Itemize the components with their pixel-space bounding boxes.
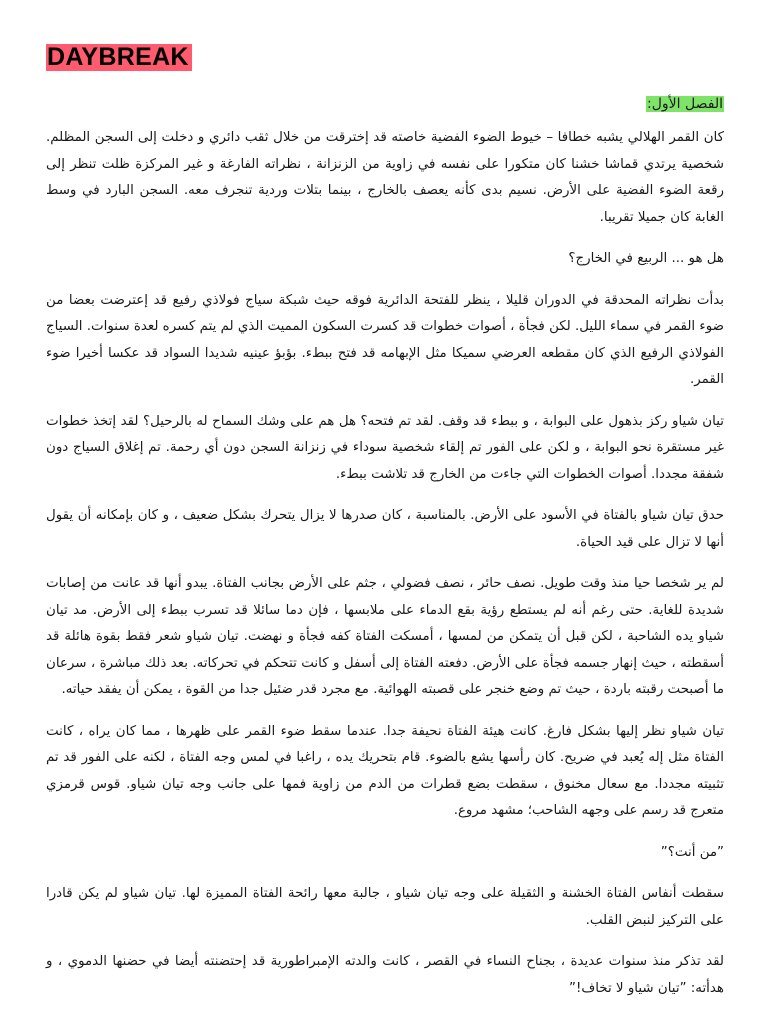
- paragraph-6: لم ير شخصا حيا منذ وقت طويل. نصف حائر ، نصف فضولي ، جثم على الأرض بجانب الفتاة. يبدو أنها قد عانت من إصابات شديدة للغاية. حتى رغم أنه لم يستطع رؤية بقع الدماء على ملابسها ، فإن دما سائلا قد تسرب ببطء إلى الأرض. مد تيان شياو يده الشاحبة ، لكن قبل أن يتمكن من لمسها ، أمسكت الفتاة كفه فجأة و نهضت. تيان شياو شعر فقط بقوة هائلة قد أسقطته ، حيث إنهار جسمه فجأة على الأرض. دفعته الفتاة إلى أسفل و كانت تتحكم في تحركاته. بعد ذلك مباشرة ، سرعان ما أصبحت رقبته باردة ، حيث تم وضع خنجر على قصبته الهوائية. مع مجرد قدر ضئيل جدا من القوة ، يمكن أن يفقد حياته.: [46, 576, 724, 697]
- paragraph-10: لقد تذكر منذ سنوات عديدة ، بجناح النساء في القصر ، كانت والدته الإمبراطورية قد إحتضنته أيضا في حضنها الدموي ، و هدأته: ”تيان شياو لا تخاف!”: [46, 954, 724, 996]
- paragraph-3: بدأت نظراته المحدقة في الدوران قليلا ، ينظر للفتحة الدائرية فوقه حيث شبكة سياج فولاذي رفيع قد إعترضت بعضا من ضوء القمر في سماء الليل. لكن فجأة ، أصوات خطوات قد كسرت السكون المميت الذي لم يتم كسره لعدة سنوات. السياج الفولاذي الرفيع الذي كان مقطعه العرضي سميكا مثل الإبهامه قد فتح ببطء. بؤبؤ عينيه شديدا السواد قد عكسا أخيرا ضوء القمر.: [46, 292, 724, 387]
- daybreak-logo: DAYBREAK: [46, 44, 192, 71]
- paragraph-5: حدق تيان شياو بالفتاة في الأسود على الأرض. بالمناسبة ، كان صدرها لا يزال يتحرك بشكل ضعيف ، و كان بإمكانه أن يقول أنها لا تزال على قيد الحياة.: [46, 508, 724, 550]
- paragraph-8: ”من أنت؟”: [660, 844, 724, 860]
- paragraph-2: هل هو ... الربيع في الخارج؟: [568, 251, 724, 266]
- chapter-title: الفصل الأول:: [647, 96, 723, 112]
- paragraph-7: تيان شياو نظر إليها بشكل فارغ. كانت هيئة الفتاة نحيفة جدا. عندما سقط ضوء القمر على ظهرها ، مما كان يراه ، كانت الفتاة مثل إله يُعبد في ضريح. كان رأسها يشع بالضوء. قام بتحريك يده ، راغبا في لمس وجه الفتاة ، لكنه على الفور قد تم تثبيته مجددا. مع سعال مخنوق ، سقطت بضع قطرات من الدم من زاوية فمها على جانب وجه تيان شياو. قوس قرمزي متعرج قد رسم على وجهه الشاحب؛ مشهد مروع.: [46, 723, 724, 818]
- paragraph-4: تيان شياو ركز بذهول على البوابة ، و ببطء قد وقف. لقد تم فتحه؟ هل هم على وشك السماح له بالرحيل؟ لقد إتخذ خطوات غير مستقرة نحو البوابة ، و لكن على الفور تم إلقاء شخصية سوداء في زنزانة السجن دون أي رحمة. تم إغلاق السياج دون شفقة مجددا. أصوات الخطوات التي جاءت من الخارج قد تلاشت ببطء.: [46, 413, 724, 482]
- chapter-heading: [46, 93, 724, 113]
- chapter-content: [46, 93, 724, 1002]
- paragraph-1: كان القمر الهلالي يشبه خطافا – خيوط الضوء الفضية خاصته قد إخترقت من خلال ثقب دائري و دخلت إلى السجن المظلم. شخصية يرتدي قماشا خشنا كان متكورا على نفسه في زاوية من الزنزانة ، نظراته الفارغة و غير المركزة ظلت تنظر إلى رقعة الضوء الفضية على الأرض. نسيم بدى كأنه يعصف بالخارج ، بينما بتلات وردية تنجرف معه. السجن البارد في وسط الغابة كان جميلا تقريبا.: [46, 130, 724, 225]
- paragraph-9: سقطت أنفاس الفتاة الخشنة و الثقيلة على وجه تيان شياو ، جالبة معها رائحة الفتاة المميزة لها. تيان شياو لم يكن قادرا على التركيز لنبض القلب.: [46, 886, 724, 928]
